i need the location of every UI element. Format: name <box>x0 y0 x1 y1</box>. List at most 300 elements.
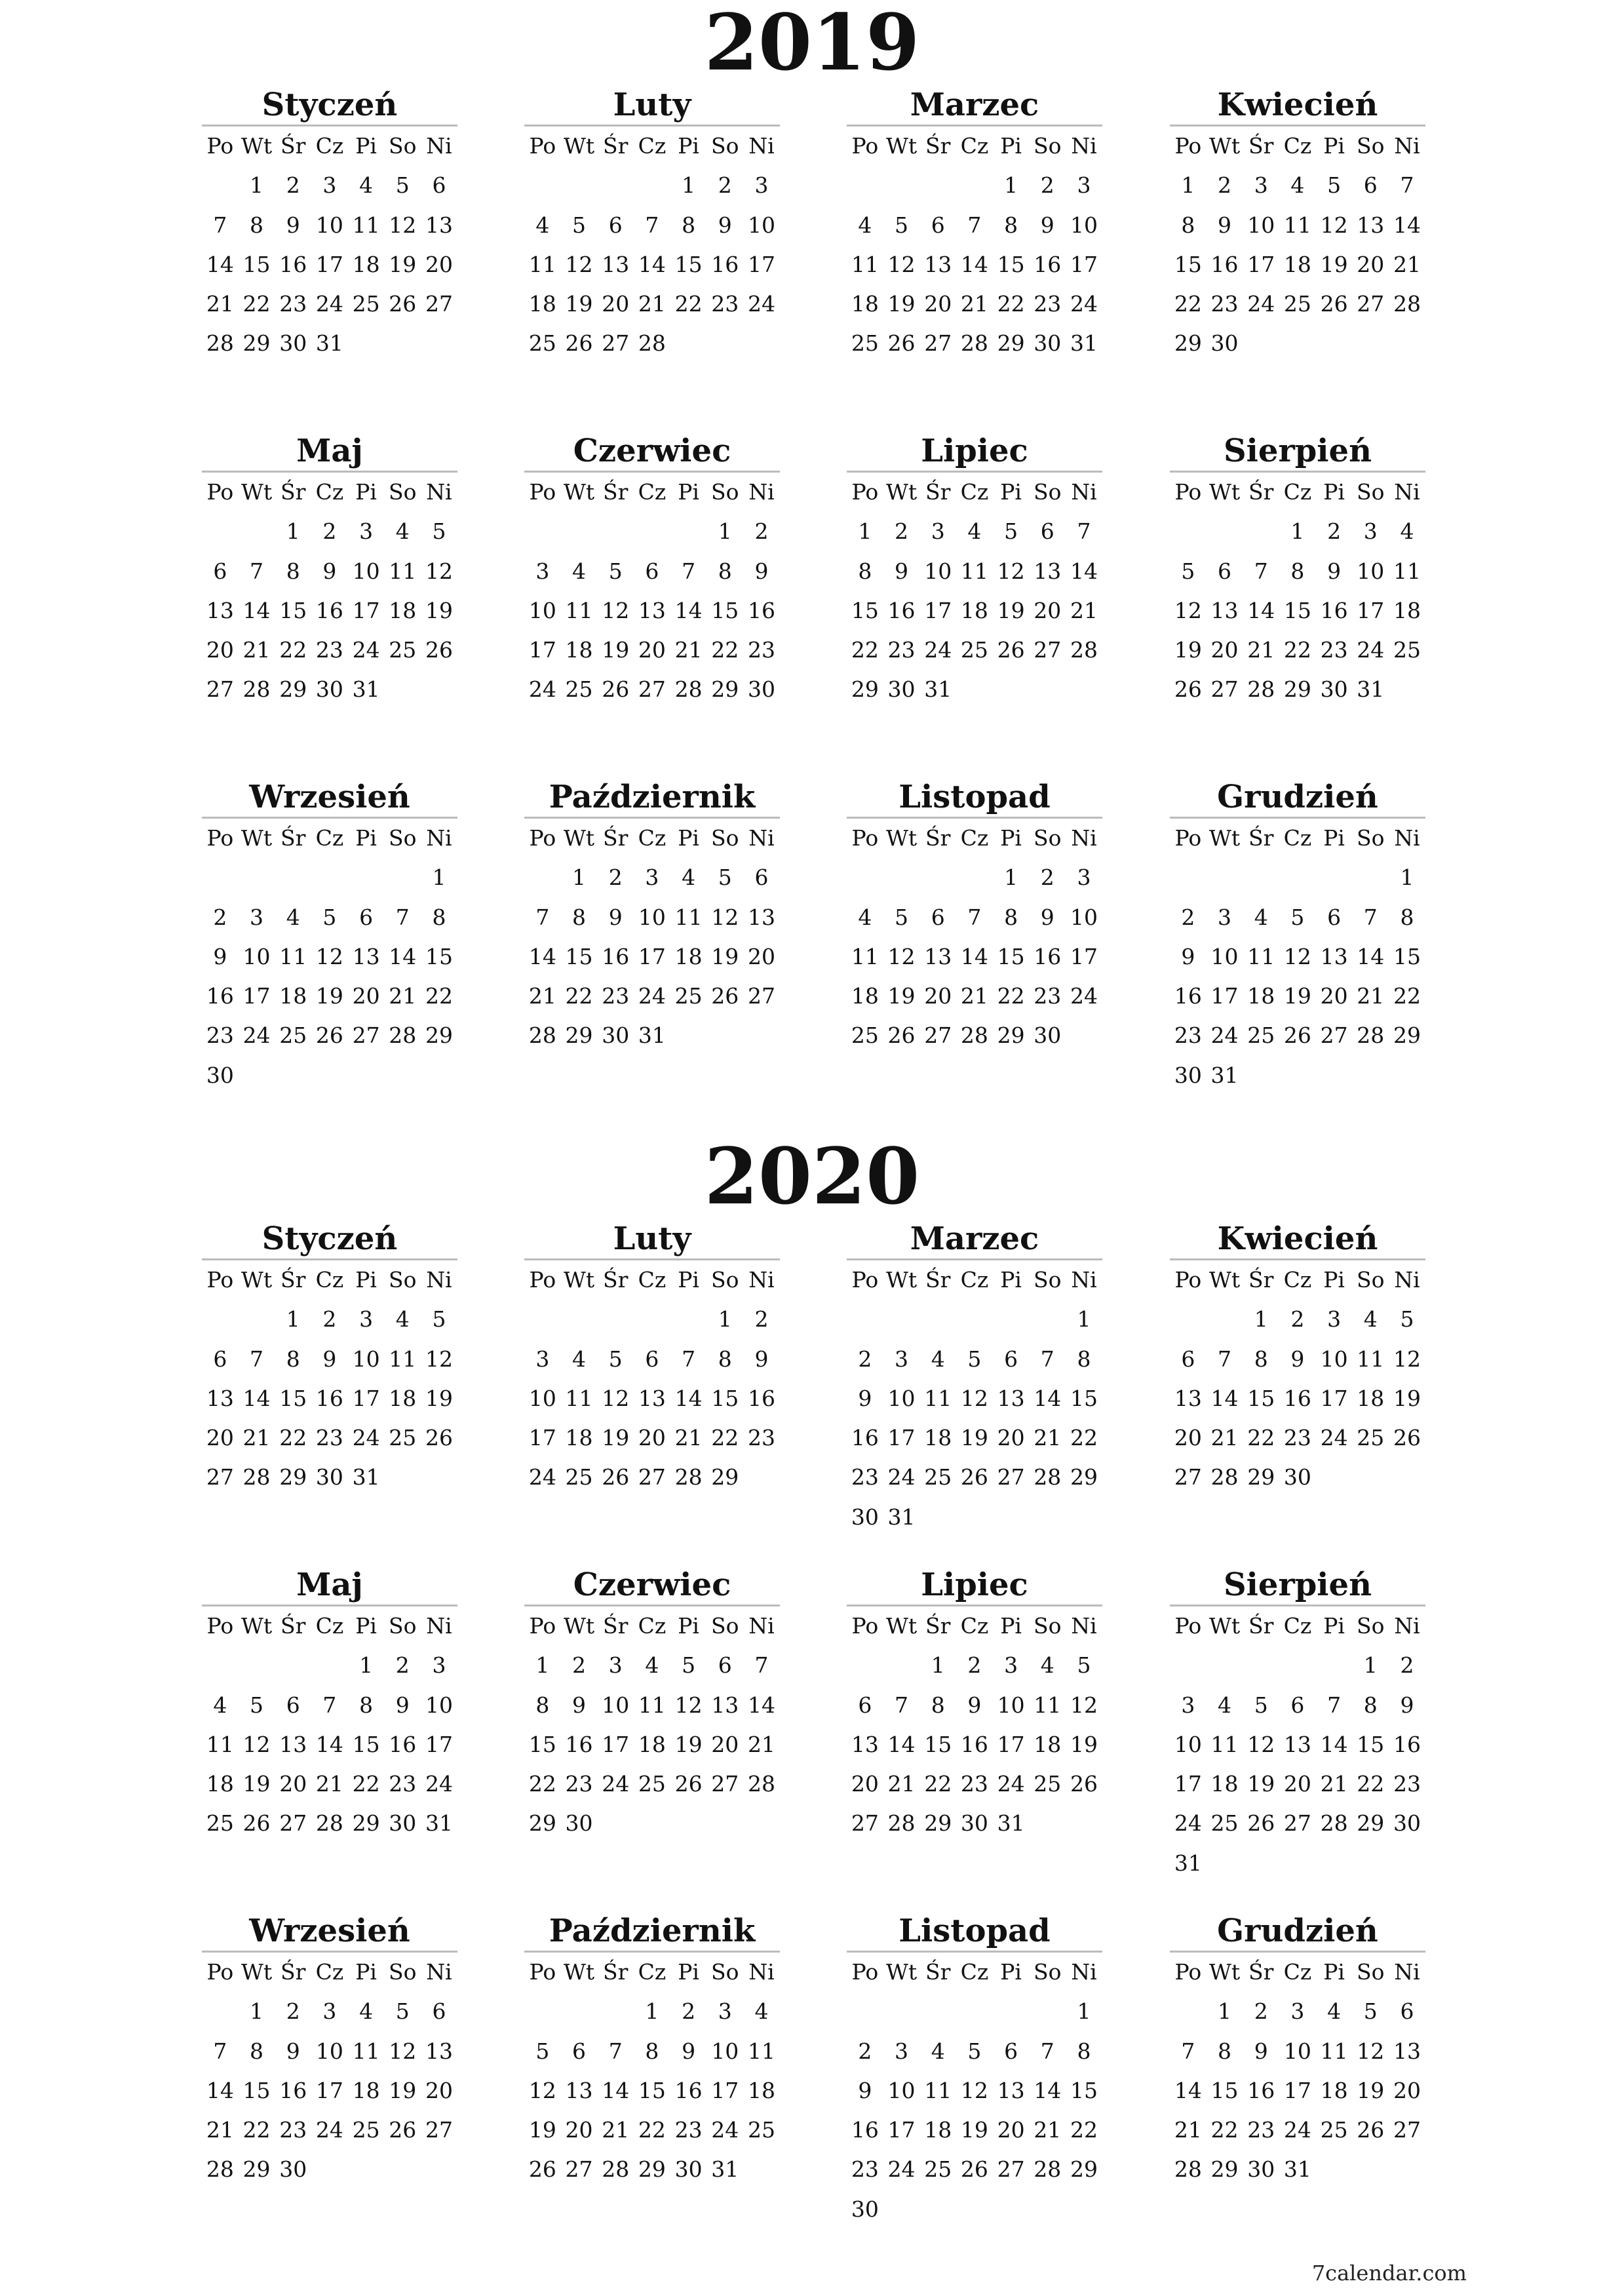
day-cell: 25 <box>1357 1425 1385 1451</box>
day-cell: 26 <box>602 1464 630 1490</box>
weekday-label: Po <box>206 1959 234 1985</box>
empty-day-cell <box>202 1646 239 1685</box>
day-cell: 5 <box>1290 904 1305 930</box>
day-cell: 14 <box>242 1385 271 1411</box>
weekday-label: Śr <box>603 825 628 851</box>
day-cell: 15 <box>279 1385 307 1411</box>
day-cell: 15 <box>528 1731 556 1757</box>
day-cell: 11 <box>352 2038 380 2064</box>
day-cell: 20 <box>1210 637 1239 663</box>
day-cell: 7 <box>1254 558 1268 584</box>
day-cell: 12 <box>389 212 417 238</box>
empty-day-cell <box>1170 1992 1207 2031</box>
day-cell: 11 <box>1357 1346 1385 1372</box>
day-cell: 13 <box>425 2038 453 2064</box>
day-cell: 20 <box>1034 597 1062 623</box>
day-cell: 24 <box>1070 291 1098 317</box>
weekday-label: Cz <box>1283 1267 1312 1293</box>
day-cell: 20 <box>997 1425 1025 1451</box>
empty-day-cell <box>919 166 956 205</box>
day-cell: 15 <box>1210 2077 1239 2103</box>
weekday-label: Pi <box>1323 479 1345 505</box>
day-cell: 10 <box>1283 2038 1311 2064</box>
day-cell: 1 <box>1077 1998 1091 2025</box>
day-cell: 2 <box>718 172 732 199</box>
weekday-label: Wt <box>885 133 918 159</box>
day-cell: 24 <box>425 1771 453 1797</box>
day-cell: 28 <box>638 330 666 357</box>
day-cell: 25 <box>565 676 593 703</box>
day-cell: 1 <box>1290 518 1305 545</box>
day-cell: 14 <box>638 251 666 277</box>
weekday-label: So <box>1357 1267 1385 1293</box>
day-cell: 10 <box>425 1692 453 1718</box>
day-cell: 13 <box>638 1385 666 1411</box>
day-cell: 25 <box>924 1464 952 1490</box>
day-cell: 6 <box>1040 518 1054 545</box>
day-cell: 24 <box>242 1022 271 1049</box>
day-cell: 26 <box>711 983 739 1009</box>
day-cell: 20 <box>997 2117 1025 2143</box>
empty-day-cell <box>956 166 993 205</box>
day-cell: 24 <box>1210 1022 1239 1049</box>
day-cell: 1 <box>432 865 446 891</box>
day-cell: 22 <box>997 983 1025 1009</box>
empty-day-cell <box>847 1646 883 1685</box>
weekday-label: Ni <box>748 133 775 159</box>
day-cell: 18 <box>352 251 380 277</box>
day-cell: 28 <box>602 2156 630 2183</box>
empty-day-cell <box>311 858 348 897</box>
day-cell: 25 <box>565 1464 593 1490</box>
day-cell: 18 <box>1320 2077 1348 2103</box>
weekday-label: Ni <box>748 479 775 505</box>
day-cell: 31 <box>1174 1850 1202 1876</box>
weekday-label: Po <box>529 133 556 159</box>
day-cell: 9 <box>858 2077 872 2103</box>
day-cell: 11 <box>528 251 556 277</box>
day-cell: 9 <box>858 1385 872 1411</box>
day-cell: 27 <box>206 1464 234 1490</box>
weekday-label: Pi <box>1000 825 1022 851</box>
day-cell: 31 <box>1357 676 1385 703</box>
day-cell: 3 <box>535 1346 550 1372</box>
day-cell: 25 <box>851 1022 879 1049</box>
day-cell: 19 <box>1393 1385 1421 1411</box>
day-cell: 23 <box>1393 1771 1421 1797</box>
weekday-label: Ni <box>748 1613 775 1639</box>
day-cell: 21 <box>389 983 417 1009</box>
day-cell: 29 <box>352 1810 380 1837</box>
weekday-label: Po <box>529 825 556 851</box>
day-cell: 8 <box>286 1346 300 1372</box>
day-cell: 21 <box>674 637 703 663</box>
day-cell: 22 <box>924 1771 952 1797</box>
day-cell: 26 <box>1320 291 1348 317</box>
day-cell: 23 <box>1034 291 1062 317</box>
day-cell: 14 <box>242 597 271 623</box>
day-cell: 30 <box>602 1022 630 1049</box>
day-cell: 26 <box>315 1022 343 1049</box>
day-cell: 9 <box>1040 904 1054 930</box>
day-cell: 11 <box>851 251 879 277</box>
day-cell: 3 <box>608 1652 623 1679</box>
day-cell: 15 <box>638 2077 666 2103</box>
weekday-label: Ni <box>748 825 775 851</box>
day-cell: 15 <box>279 597 307 623</box>
day-cell: 17 <box>1283 2077 1311 2103</box>
day-cell: 20 <box>425 2077 453 2103</box>
weekday-label: Po <box>206 479 234 505</box>
weekday-label: So <box>711 479 739 505</box>
weekday-label: So <box>1034 1267 1062 1293</box>
day-cell: 9 <box>1181 943 1195 969</box>
weekday-label: Ni <box>1071 479 1097 505</box>
day-cell: 17 <box>602 1731 630 1757</box>
day-cell: 26 <box>997 637 1025 663</box>
day-cell: 16 <box>1034 943 1062 969</box>
empty-day-cell <box>311 1646 348 1685</box>
empty-day-cell <box>883 1646 920 1685</box>
day-cell: 19 <box>425 597 453 623</box>
day-cell: 8 <box>1290 558 1305 584</box>
day-cell: 18 <box>389 1385 417 1411</box>
day-cell: 17 <box>747 251 775 277</box>
day-cell: 13 <box>1210 597 1239 623</box>
day-cell: 20 <box>1174 1425 1202 1451</box>
day-cell: 28 <box>206 330 234 357</box>
day-cell: 14 <box>674 597 703 623</box>
weekday-label: Po <box>529 1959 556 1985</box>
day-cell: 18 <box>851 291 879 317</box>
day-cell: 24 <box>638 983 666 1009</box>
day-cell: 29 <box>997 1022 1025 1049</box>
weekday-label: Wt <box>885 1959 918 1985</box>
day-cell: 21 <box>206 291 234 317</box>
day-cell: 18 <box>924 1425 952 1451</box>
day-grid <box>202 1606 457 1844</box>
empty-day-cell <box>275 1646 311 1685</box>
day-cell: 29 <box>924 1810 952 1837</box>
day-cell: 31 <box>352 1464 380 1490</box>
month-name: Styczeń <box>261 1220 398 1257</box>
day-cell: 18 <box>1034 1731 1062 1757</box>
day-cell: 17 <box>315 2077 343 2103</box>
weekday-label: So <box>1034 479 1062 505</box>
day-cell: 15 <box>1174 251 1202 277</box>
day-cell: 6 <box>1400 1998 1414 2025</box>
day-cell: 7 <box>754 1652 769 1679</box>
day-cell: 22 <box>1174 291 1202 317</box>
day-grid <box>1170 1953 1425 2190</box>
month-2019-12 <box>1170 777 1425 1095</box>
weekday-label: Cz <box>315 1613 344 1639</box>
day-cell: 30 <box>206 1062 234 1088</box>
day-cell: 31 <box>924 676 952 703</box>
empty-day-cell <box>202 512 239 551</box>
day-cell: 10 <box>997 1692 1025 1718</box>
empty-day-cell <box>239 1300 275 1339</box>
day-cell: 6 <box>1004 1346 1018 1372</box>
day-cell: 11 <box>279 943 307 969</box>
day-cell: 8 <box>1254 1346 1268 1372</box>
day-cell: 25 <box>528 330 556 357</box>
day-cell: 22 <box>1283 637 1311 663</box>
day-cell: 25 <box>1210 1810 1239 1837</box>
day-cell: 17 <box>242 983 271 1009</box>
day-cell: 4 <box>395 518 410 545</box>
day-cell: 24 <box>747 291 775 317</box>
day-cell: 10 <box>1320 1346 1348 1372</box>
day-cell: 23 <box>315 1425 343 1451</box>
day-cell: 26 <box>528 2156 556 2183</box>
empty-day-cell <box>239 858 275 897</box>
day-cell: 30 <box>1320 676 1348 703</box>
day-cell: 25 <box>638 1771 666 1797</box>
day-cell: 8 <box>1363 1692 1378 1718</box>
day-cell: 13 <box>638 597 666 623</box>
day-cell: 3 <box>895 2038 909 2064</box>
day-cell: 4 <box>1218 1692 1232 1718</box>
day-cell: 25 <box>352 291 380 317</box>
day-cell: 3 <box>322 1998 337 2025</box>
day-cell: 29 <box>528 1810 556 1837</box>
month-name: Listopad <box>899 779 1051 815</box>
day-cell: 9 <box>1040 212 1054 238</box>
day-cell: 23 <box>1174 1022 1202 1049</box>
weekday-label: Wt <box>241 133 273 159</box>
day-cell: 30 <box>887 676 916 703</box>
day-cell: 21 <box>1320 1771 1348 1797</box>
day-cell: 25 <box>674 983 703 1009</box>
day-cell: 28 <box>1034 1464 1062 1490</box>
weekday-label: Pi <box>355 1959 377 1985</box>
day-cell: 13 <box>1283 1731 1311 1757</box>
day-cell: 6 <box>1327 904 1342 930</box>
day-cell: 12 <box>602 1385 630 1411</box>
day-cell: 7 <box>322 1692 337 1718</box>
day-cell: 10 <box>315 2038 343 2064</box>
day-cell: 22 <box>279 637 307 663</box>
day-cell: 5 <box>432 518 446 545</box>
empty-day-cell <box>883 166 920 205</box>
day-cell: 3 <box>1004 1652 1018 1679</box>
day-cell: 8 <box>858 558 872 584</box>
day-cell: 9 <box>608 904 623 930</box>
weekday-label: Ni <box>748 1959 775 1985</box>
day-cell: 20 <box>1393 2077 1421 2103</box>
day-cell: 29 <box>1174 330 1202 357</box>
day-cell: 7 <box>608 2038 623 2064</box>
day-cell: 6 <box>1218 558 1232 584</box>
day-cell: 21 <box>242 637 271 663</box>
day-cell: 6 <box>286 1692 300 1718</box>
day-cell: 1 <box>645 1998 659 2025</box>
month-name: Wrzesień <box>249 1913 410 1949</box>
weekday-label: So <box>1357 479 1385 505</box>
weekday-label: Pi <box>1000 1959 1022 1985</box>
day-cell: 16 <box>206 983 234 1009</box>
day-cell: 8 <box>1077 2038 1091 2064</box>
day-cell: 26 <box>602 676 630 703</box>
day-cell: 6 <box>931 212 945 238</box>
month-2020-4 <box>1170 1219 1425 1498</box>
day-cell: 21 <box>1070 597 1098 623</box>
weekday-label: Śr <box>925 825 951 851</box>
day-cell: 22 <box>1393 983 1421 1009</box>
month-name: Kwiecień <box>1217 87 1378 123</box>
day-cell: 10 <box>242 943 271 969</box>
day-cell: 3 <box>1077 865 1091 891</box>
month-2020-9 <box>202 1911 457 2190</box>
day-cell: 7 <box>213 2038 227 2064</box>
day-cell: 9 <box>1400 1692 1414 1718</box>
day-cell: 17 <box>1247 251 1275 277</box>
weekday-label: Cz <box>1283 1959 1312 1985</box>
day-cell: 1 <box>1004 172 1018 199</box>
weekday-label: Pi <box>678 825 699 851</box>
day-cell: 31 <box>1210 1062 1239 1088</box>
day-cell: 9 <box>895 558 909 584</box>
day-cell: 19 <box>602 637 630 663</box>
weekday-label: Po <box>206 1613 234 1639</box>
day-cell: 12 <box>1320 212 1348 238</box>
day-cell: 12 <box>389 2038 417 2064</box>
day-cell: 14 <box>1070 558 1098 584</box>
day-cell: 31 <box>711 2156 739 2183</box>
day-cell: 27 <box>1320 1022 1348 1049</box>
day-cell: 20 <box>352 983 380 1009</box>
day-cell: 25 <box>1393 637 1421 663</box>
day-cell: 11 <box>389 1346 417 1372</box>
day-cell: 20 <box>425 251 453 277</box>
month-name: Listopad <box>899 1913 1051 1949</box>
day-cell: 18 <box>960 597 988 623</box>
day-cell: 14 <box>1034 2077 1062 2103</box>
day-cell: 19 <box>425 1385 453 1411</box>
day-cell: 29 <box>242 2156 271 2183</box>
day-cell: 9 <box>286 212 300 238</box>
day-cell: 21 <box>206 2117 234 2143</box>
day-cell: 27 <box>1210 676 1239 703</box>
day-cell: 26 <box>1393 1425 1421 1451</box>
day-cell: 10 <box>352 1346 380 1372</box>
weekday-label: So <box>389 133 417 159</box>
day-cell: 16 <box>315 1385 343 1411</box>
day-cell: 28 <box>1210 1464 1239 1490</box>
empty-day-cell <box>597 512 634 551</box>
day-cell: 1 <box>286 518 300 545</box>
weekday-label: Śr <box>1248 479 1274 505</box>
empty-day-cell <box>956 1992 993 2031</box>
weekday-label: Pi <box>355 479 377 505</box>
day-cell: 25 <box>389 1425 417 1451</box>
month-name: Luty <box>613 87 691 123</box>
day-cell: 19 <box>389 2077 417 2103</box>
day-cell: 14 <box>1210 1385 1239 1411</box>
day-cell: 19 <box>960 1425 988 1451</box>
day-cell: 23 <box>674 2117 703 2143</box>
weekday-label: Pi <box>1000 133 1022 159</box>
day-cell: 1 <box>1004 865 1018 891</box>
day-cell: 18 <box>851 983 879 1009</box>
day-cell: 22 <box>638 2117 666 2143</box>
empty-day-cell <box>956 858 993 897</box>
day-cell: 17 <box>315 251 343 277</box>
empty-day-cell <box>993 1992 1030 2031</box>
day-cell: 9 <box>395 1692 410 1718</box>
day-cell: 30 <box>1210 330 1239 357</box>
weekday-label: So <box>1034 133 1062 159</box>
day-cell: 18 <box>638 1731 666 1757</box>
day-cell: 21 <box>638 291 666 317</box>
weekday-label: Śr <box>280 1267 306 1293</box>
day-cell: 7 <box>682 1346 696 1372</box>
day-cell: 16 <box>279 251 307 277</box>
day-cell: 16 <box>279 2077 307 2103</box>
weekday-label: Po <box>851 133 879 159</box>
day-cell: 1 <box>286 1306 300 1333</box>
day-cell: 5 <box>395 172 410 199</box>
weekday-label: So <box>711 1267 739 1293</box>
weekday-label: Po <box>1174 479 1202 505</box>
day-cell: 21 <box>242 1425 271 1451</box>
weekday-label: Pi <box>1000 479 1022 505</box>
empty-day-cell <box>1316 858 1353 897</box>
day-cell: 26 <box>425 637 453 663</box>
month-2019-7 <box>847 431 1102 710</box>
day-cell: 6 <box>432 1998 446 2025</box>
day-cell: 3 <box>1290 1998 1305 2025</box>
day-cell: 27 <box>206 676 234 703</box>
day-cell: 11 <box>674 904 703 930</box>
day-cell: 11 <box>1320 2038 1348 2064</box>
day-cell: 1 <box>931 1652 945 1679</box>
empty-day-cell <box>847 1300 883 1339</box>
day-cell: 19 <box>1320 251 1348 277</box>
empty-day-cell <box>956 1300 993 1339</box>
day-cell: 24 <box>1070 983 1098 1009</box>
day-cell: 9 <box>213 943 227 969</box>
day-cell: 6 <box>754 865 769 891</box>
weekday-label: Ni <box>1394 479 1420 505</box>
day-cell: 27 <box>1393 2117 1421 2143</box>
day-cell: 21 <box>1034 2117 1062 2143</box>
day-cell: 17 <box>1070 251 1098 277</box>
weekday-label: Wt <box>241 479 273 505</box>
month-2020-11 <box>847 1911 1102 2229</box>
day-cell: 15 <box>1283 597 1311 623</box>
day-cell: 26 <box>1357 2117 1385 2143</box>
empty-day-cell <box>384 858 421 897</box>
day-cell: 1 <box>1363 1652 1378 1679</box>
day-cell: 19 <box>602 1425 630 1451</box>
weekday-label: Śr <box>925 1613 951 1639</box>
day-cell: 3 <box>931 518 945 545</box>
weekday-label: Ni <box>426 825 452 851</box>
day-cell: 17 <box>638 943 666 969</box>
day-cell: 2 <box>322 518 337 545</box>
weekday-label: Śr <box>925 1959 951 1985</box>
day-cell: 7 <box>1040 1346 1054 1372</box>
empty-day-cell <box>1170 512 1207 551</box>
day-cell: 12 <box>997 558 1025 584</box>
day-cell: 15 <box>924 1731 952 1757</box>
day-cell: 25 <box>206 1810 234 1837</box>
day-cell: 30 <box>747 676 775 703</box>
empty-day-cell <box>1243 1646 1279 1685</box>
day-cell: 18 <box>1393 597 1421 623</box>
